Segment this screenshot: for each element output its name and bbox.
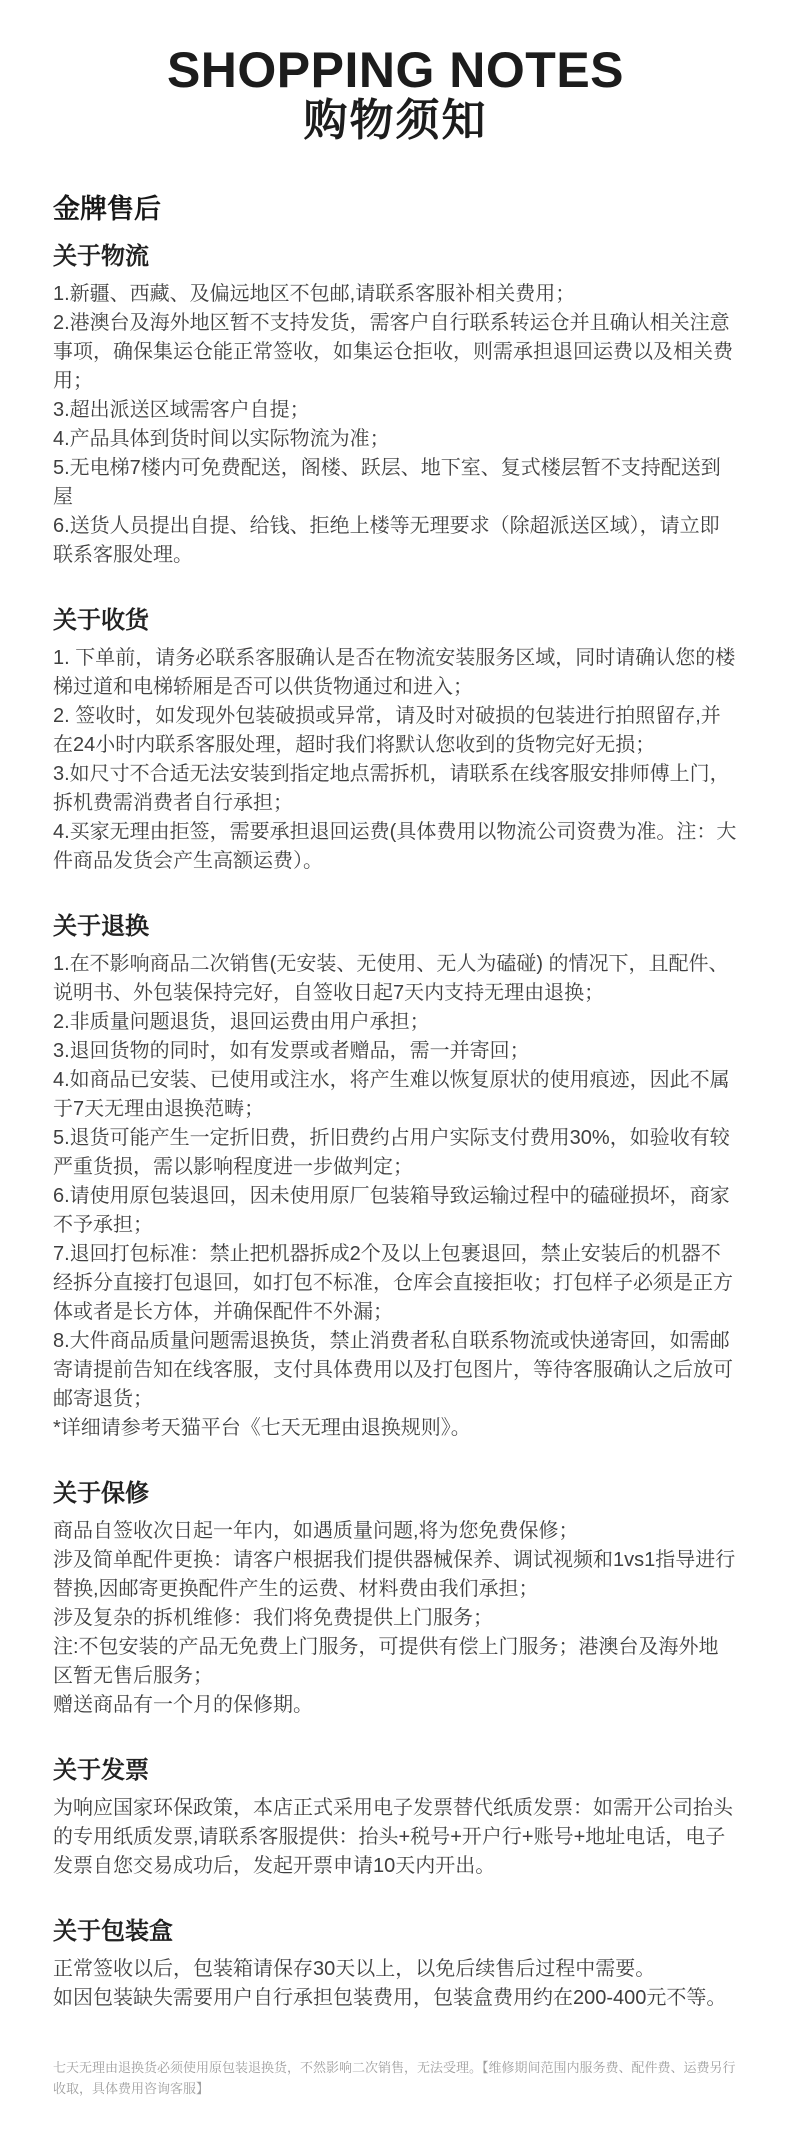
returns-item-1: 1.在不影响商品二次销售(无安装、无使用、无人为磕碰) 的情况下，且配件、说明书、外包装保持完好，自签收日起7天内支持无理由退换； [53, 953, 729, 1004]
invoice-heading: 关于发票 [53, 1757, 149, 1784]
warranty-item-3: 涉及复杂的拆机维修：我们将免费提供上门服务； [53, 1607, 493, 1629]
section-receiving [53, 606, 738, 876]
logistics-item-4: 4.产品具体到货时间以实际物流为准； [53, 428, 390, 450]
warranty-heading: 关于保修 [53, 1480, 149, 1507]
returns-item-7: 7.退回打包标准：禁止把机器拆成2个及以上包裹退回，禁止安装后的机器不经拆分直接打包退回，如打包不标准，仓库会直接拒收；打包样子必须是正方体或者是长方体，并确保配件不外漏； [53, 1243, 733, 1323]
packaging-item-1: 正常签收以后，包装箱请保存30天以上，以免后续售后过程中需要。 [53, 1958, 656, 1980]
returns-item-5: 5.退货可能产生一定折旧费，折旧费约占用户实际支付费用30%，如验收有较严重货损，需以影响程度进一步做判定； [53, 1127, 730, 1178]
warranty-item-4: 注:不包安装的产品无免费上门服务，可提供有偿上门服务；港澳台及海外地区暂无售后服务； [53, 1636, 719, 1687]
returns-item-2: 2.非质量问题退货，退回运费由用户承担； [53, 1011, 430, 1033]
warranty-item-5: 赠送商品有一个月的保修期。 [53, 1694, 313, 1716]
logistics-heading: 关于物流 [53, 243, 149, 270]
logistics-item-3: 3.超出派送区域需客户自提； [53, 399, 310, 421]
returns-item-4: 4.如商品已安装、已使用或注水，将产生难以恢复原状的使用痕迹，因此不属于7天无理由退换范畴； [53, 1069, 730, 1120]
receiving-item-3: 3.如尺寸不合适无法安装到指定地点需拆机，请联系在线客服安排师傅上门，拆机费需消费者自行承担； [53, 763, 730, 814]
receiving-item-2: 2. 签收时，如发现外包装破损或异常，请及时对破损的包装进行拍照留存,并在24小时内联系客服处理，超时我们将默认您收到的货物完好无损； [53, 705, 721, 756]
returns-item-3: 3.退回货物的同时，如有发票或者赠品，需一并寄回； [53, 1040, 530, 1062]
page-title-zh: 购物须知 [303, 96, 488, 145]
receiving-heading: 关于收货 [53, 607, 149, 634]
invoice-body: 为响应国家环保政策，本店正式采用电子发票替代纸质发票：如需开公司抬头的专用纸质发票,请联系客服提供：抬头+税号+开户行+账号+地址电话，电子发票自您交易成功后，发起开票申请10天内开出。 [53, 1797, 733, 1877]
section-warranty [53, 1479, 738, 1720]
returns-item-6: 6.请使用原包装退回，因未使用原厂包装箱导致运输过程中的磕碰损坏，商家不予承担； [53, 1185, 730, 1236]
section-invoice [53, 1756, 738, 1881]
packaging-heading: 关于包装盒 [53, 1918, 173, 1945]
logistics-item-5: 5.无电梯7楼内可免费配送，阁楼、跃层、地下室、复式楼层暂不支持配送到屋 [53, 457, 721, 508]
returns-footnote: *详细请参考天猫平台《七天无理由退换规则》。 [53, 1417, 471, 1439]
gold-after-sales-heading: 金牌售后 [53, 194, 161, 224]
section-returns [53, 912, 738, 1443]
receiving-item-1: 1. 下单前，请务必联系客服确认是否在物流安装服务区域，同时请确认您的楼梯过道和电梯轿厢是否可以供货物通过和进入； [53, 647, 736, 698]
section-logistics [53, 242, 738, 570]
section-packaging [53, 1917, 738, 2013]
logistics-item-1: 1.新疆、西藏、及偏远地区不包邮,请联系客服补相关费用； [53, 283, 576, 305]
page-footer [53, 2057, 738, 2099]
footer-note: 七天无理由退换货必须使用原包装退换货，不然影响二次销售，无法受理。【维修期间范围内服务费、配件费、运费另行收取，具体费用咨询客服】 [53, 2060, 736, 2096]
logistics-item-2: 2.港澳台及海外地区暂不支持发货，需客户自行联系转运仓并且确认相关注意事项，确保集运仓能正常签收，如集运仓拒收，则需承担退回运费以及相关费用； [53, 312, 733, 392]
page-title-en: SHOPPING NOTES [166, 42, 625, 98]
returns-item-8: 8.大件商品质量问题需退换货，禁止消费者私自联系物流或快递寄回，如需邮寄请提前告知在线客服，支付具体费用以及打包图片，等待客服确认之后放可邮寄退货； [53, 1330, 733, 1410]
logistics-item-6: 6.送货人员提出自提、给钱、拒绝上楼等无理要求（除超派送区域），请立即联系客服处理。 [53, 515, 720, 566]
receiving-item-4: 4.买家无理由拒签，需要承担退回运费(具体费用以物流公司资费为准。注：大件商品发货会产生高额运费）。 [53, 821, 737, 872]
returns-heading: 关于退换 [53, 913, 149, 940]
warranty-item-1: 商品自签收次日起一年内，如遇质量问题,将为您免费保修； [53, 1520, 579, 1542]
page-header [53, 42, 738, 144]
warranty-item-2: 涉及简单配件更换：请客户根据我们提供器械保养、调试视频和1vs1指导进行替换,因邮寄更换配件产生的运费、材料费由我们承担； [53, 1549, 736, 1600]
packaging-item-2: 如因包装缺失需要用户自行承担包装费用，包装盒费用约在200-400元不等。 [53, 1987, 727, 2009]
